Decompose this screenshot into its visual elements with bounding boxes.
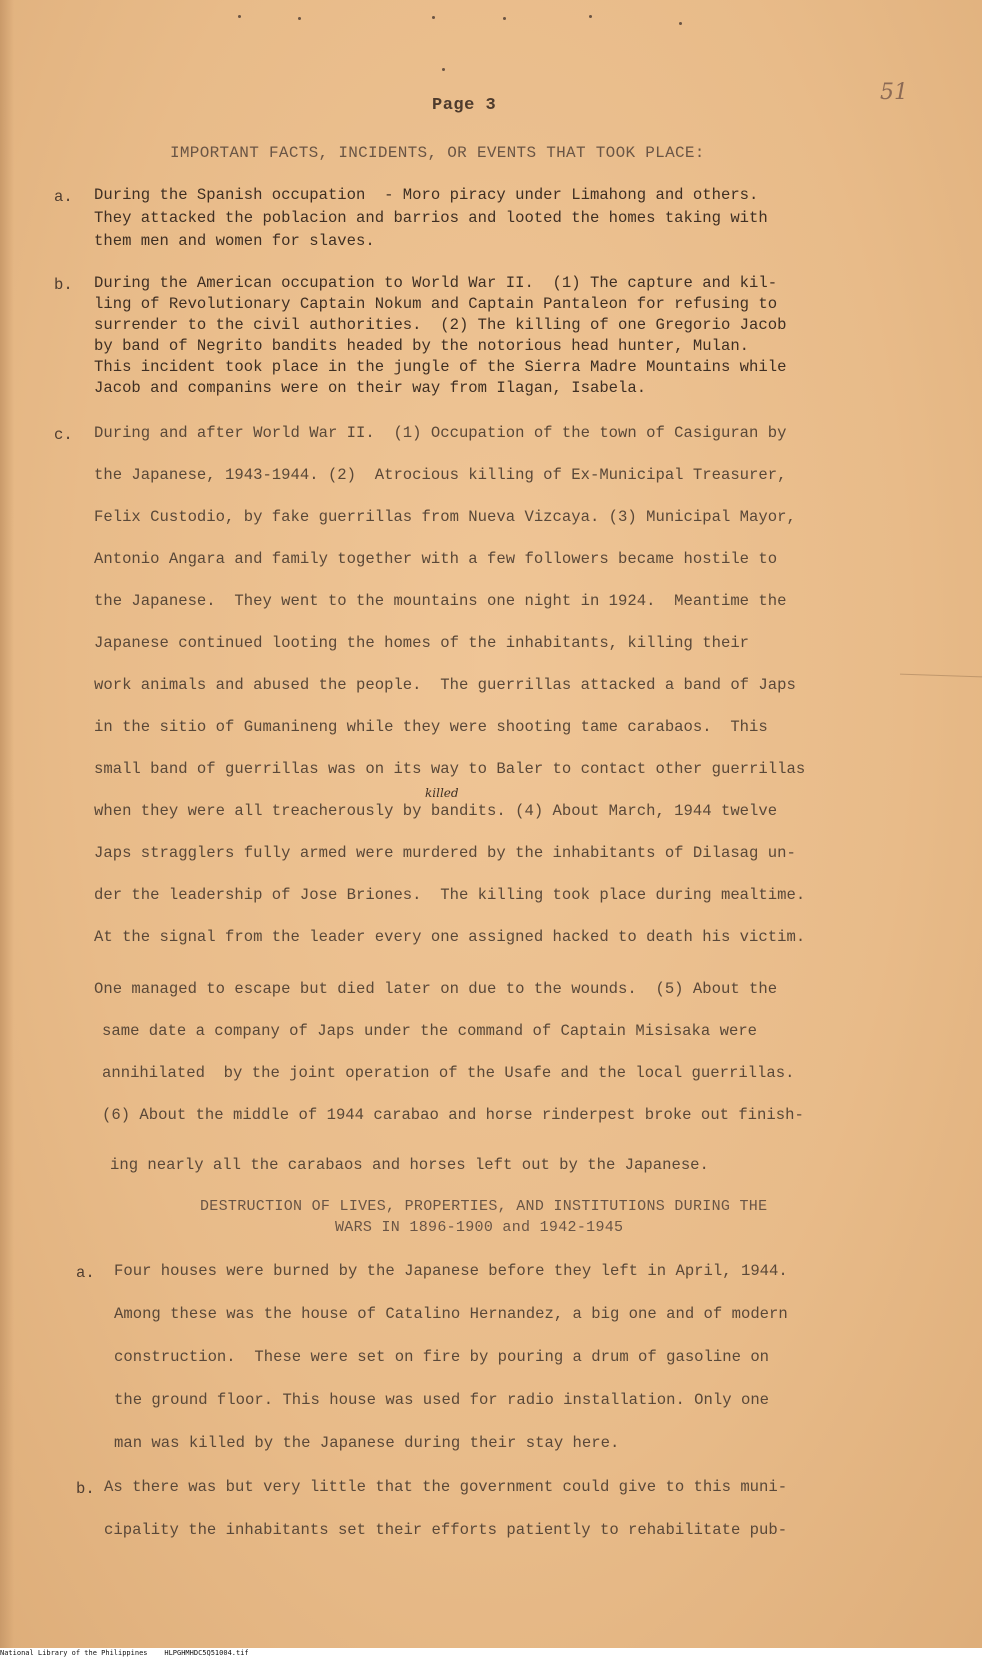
handwritten-insertion: killed [425, 786, 459, 800]
paragraph-line: same date a company of Japs under the command of Captain Misisaka were [102, 1022, 758, 1040]
paragraph-line: This incident took place in the jungle of the Sierra Madre Mountains while [94, 358, 787, 376]
paragraph-line: the Japanese. They went to the mountains one night in 1924. Meantime the [94, 592, 787, 610]
paragraph-line: During the American occupation to World War II. (1) The capture and kil- [94, 274, 778, 292]
paragraph-line: the ground floor. This house was used for radio installation. Only one [114, 1391, 770, 1409]
paragraph-line: They attacked the poblacion and barrios and looted the homes taking with [94, 209, 768, 227]
ink-speck [238, 15, 241, 18]
section-heading: IMPORTANT FACTS, INCIDENTS, OR EVENTS THAT TOOK PLACE: [170, 144, 705, 162]
paragraph-line: ling of Revolutionary Captain Nokum and Captain Pantaleon for refusing to [94, 295, 778, 313]
paragraph-line: Japs stragglers fully armed were murdered by the inhabitants of Dilasag un- [94, 844, 796, 862]
paragraph-line: annihilated by the joint operation of the Usafe and the local guerrillas. [102, 1064, 795, 1082]
section-heading: DESTRUCTION OF LIVES, PROPERTIES, AND INSTITUTIONS DURING THE [200, 1198, 768, 1215]
paragraph-line: work animals and abused the people. The guerrillas attacked a band of Japs [94, 676, 796, 694]
page-edge-shadow [0, 0, 14, 1648]
paragraph-line: At the signal from the leader every one assigned hacked to death his victim. [94, 928, 806, 946]
paragraph-line: small band of guerrillas was on its way to Baler to contact other guerrillas [94, 760, 806, 778]
paragraph-line: Japanese continued looting the homes of the inhabitants, killing their [94, 634, 750, 652]
item-label: a. [54, 188, 73, 206]
paragraph-line: construction. These were set on fire by pouring a drum of gasoline on [114, 1348, 770, 1366]
paragraph-line: During the Spanish occupation - Moro piracy under Limahong and others. [94, 186, 759, 204]
paragraph-line: As there was but very little that the government could give to this muni- [104, 1478, 788, 1496]
ink-speck [679, 22, 682, 25]
paragraph-line: when they were all treacherously by bandits. (4) About March, 1944 twelve [94, 802, 778, 820]
item-label: c. [54, 426, 73, 444]
ink-speck [432, 16, 435, 19]
ink-speck [503, 17, 506, 20]
paragraph-line: Among these was the house of Catalino Hernandez, a big one and of modern [114, 1305, 788, 1323]
paragraph-line: During and after World War II. (1) Occupation of the town of Casiguran by [94, 424, 787, 442]
paragraph-line: Jacob and companins were on their way from Ilagan, Isabela. [94, 379, 647, 397]
paragraph-line: the Japanese, 1943-1944. (2) Atrocious killing of Ex-Municipal Treasurer, [94, 466, 787, 484]
page-label: Page 3 [432, 96, 497, 115]
ink-speck [442, 68, 445, 71]
section-heading: WARS IN 1896-1900 and 1942-1945 [335, 1219, 624, 1236]
paragraph-line: Felix Custodio, by fake guerrillas from Nueva Vizcaya. (3) Municipal Mayor, [94, 508, 796, 526]
paragraph-line: by band of Negrito bandits headed by the notorious head hunter, Mulan. [94, 337, 750, 355]
paragraph-line: in the sitio of Gumanineng while they were shooting tame carabaos. This [94, 718, 768, 736]
paragraph-line: der the leadership of Jose Briones. The killing took place during mealtime. [94, 886, 806, 904]
item-label: b. [54, 276, 73, 294]
paragraph-line: them men and women for slaves. [94, 232, 375, 250]
scan-source-footer: National Library of the Philippines HLPGHMHDC5Q51004.tif [0, 1648, 982, 1658]
item-label: a. [76, 1264, 95, 1282]
ink-speck [589, 15, 592, 18]
paragraph-line: surrender to the civil authorities. (2) The killing of one Gregorio Jacob [94, 316, 787, 334]
paragraph-line: (6) About the middle of 1944 carabao and horse rinderpest broke out finish- [102, 1106, 804, 1124]
handwritten-page-number: 51 [880, 80, 908, 105]
item-label: b. [76, 1480, 95, 1498]
paragraph-line: One managed to escape but died later on due to the wounds. (5) About the [94, 980, 778, 998]
paragraph-line: Antonio Angara and family together with a few followers became hostile to [94, 550, 778, 568]
ink-speck [298, 17, 301, 20]
paragraph-line: ing nearly all the carabaos and horses left out by the Japanese. [110, 1156, 709, 1174]
paragraph-line: Four houses were burned by the Japanese before they left in April, 1944. [114, 1262, 788, 1280]
paragraph-line: man was killed by the Japanese during their stay here. [114, 1434, 620, 1452]
paragraph-line: cipality the inhabitants set their efforts patiently to rehabilitate pub- [104, 1521, 788, 1539]
paper-crease [900, 674, 982, 678]
